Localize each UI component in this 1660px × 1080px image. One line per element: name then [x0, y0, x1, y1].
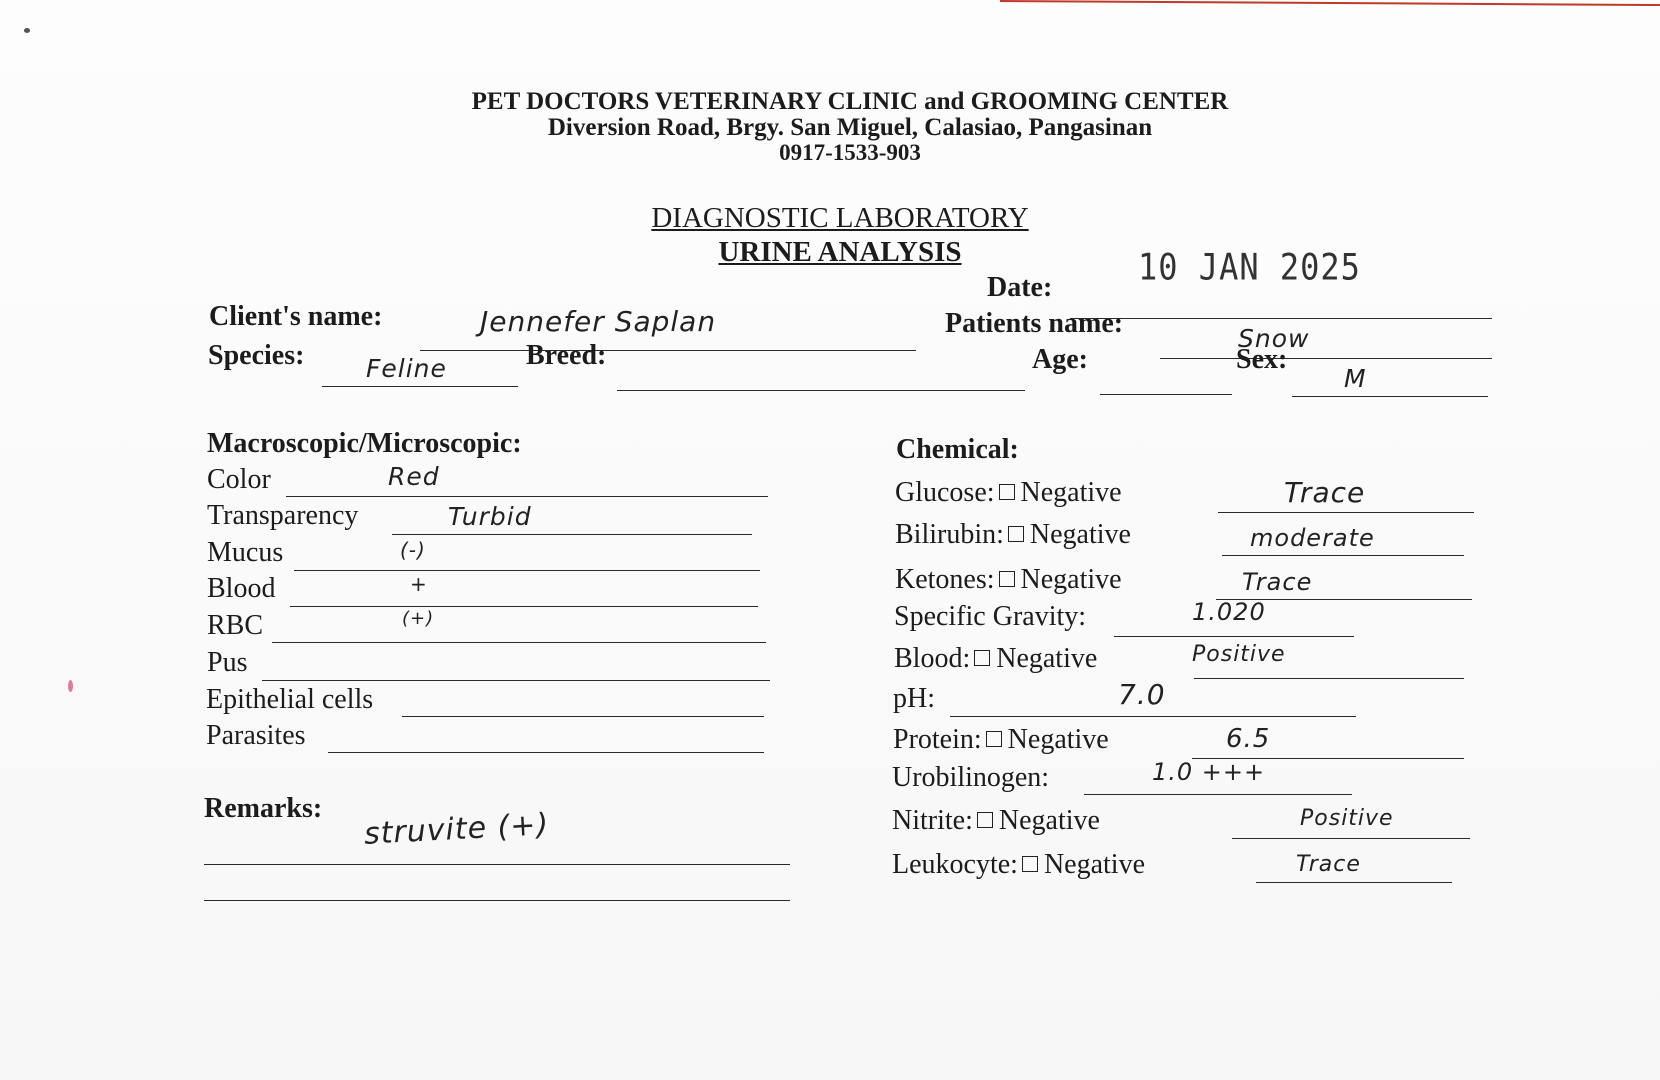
mucus-value: (-)	[400, 538, 426, 562]
specific-gravity-value: 1.020	[1192, 598, 1266, 626]
date-line	[1070, 318, 1492, 319]
leukocyte-value: Trace	[1296, 852, 1361, 877]
client-name-line	[420, 350, 916, 351]
blood-chem-value: Positive	[1192, 642, 1286, 667]
species-value: Feline	[366, 354, 447, 383]
transparency-value: Turbid	[448, 502, 532, 531]
patient-name-value: Snow	[1238, 324, 1310, 353]
ketones-negative-checkbox[interactable]	[999, 571, 1015, 587]
parasites-label: Parasites	[206, 720, 306, 751]
transparency-label: Transparency	[207, 500, 359, 531]
specific-gravity-label: Specific Gravity:	[894, 601, 1087, 632]
blood-line	[290, 606, 758, 607]
protein-value: 6.5	[1226, 724, 1271, 754]
glucose-negative-checkbox[interactable]	[999, 484, 1015, 500]
client-name-value: Jennefer Saplan	[480, 305, 717, 338]
bilirubin-value: moderate	[1250, 524, 1375, 552]
color-label: Color	[207, 464, 271, 495]
blood-label: Blood	[207, 573, 276, 604]
breed-line	[617, 390, 1025, 391]
species-line	[322, 386, 518, 387]
breed-label: Breed:	[526, 340, 607, 371]
patient-name-label: Patients name:	[945, 308, 1124, 339]
blood-negative-checkbox[interactable]	[974, 650, 990, 666]
remarks-line-1	[204, 864, 790, 865]
epithelial-line	[402, 716, 764, 717]
macroscopic-heading: Macroscopic/Microscopic:	[207, 428, 522, 459]
age-label: Age:	[1032, 344, 1088, 375]
epithelial-label: Epithelial cells	[206, 684, 374, 715]
clinic-name: PET DOCTORS VETERINARY CLINIC and GROOMING CENTER	[471, 88, 1229, 115]
mucus-label: Mucus	[207, 537, 284, 568]
age-line	[1100, 394, 1232, 395]
bilirubin-label: Bilirubin: Negative	[895, 519, 1131, 550]
nitrite-label: Nitrite: Negative	[892, 805, 1100, 836]
rbc-value: (+)	[402, 608, 435, 629]
chemical-heading: Chemical:	[896, 434, 1019, 465]
glucose-label: Glucose: Negative	[895, 477, 1122, 508]
red-paper-edge	[1000, 0, 1660, 12]
sex-value: M	[1344, 364, 1367, 393]
blood-value: +	[410, 572, 428, 596]
parasites-line	[328, 752, 764, 753]
specific-gravity-line	[1114, 636, 1354, 637]
protein-negative-checkbox[interactable]	[986, 731, 1002, 747]
ph-label: pH:	[893, 683, 935, 714]
nitrite-negative-checkbox[interactable]	[977, 812, 993, 828]
nitrite-line	[1232, 838, 1470, 839]
sex-label: Sex:	[1236, 344, 1288, 375]
color-line	[286, 496, 768, 497]
urobilinogen-label: Urobilinogen:	[892, 762, 1050, 793]
remarks-line-2	[204, 900, 790, 901]
leukocyte-label: Leukocyte: Negative	[892, 849, 1146, 880]
mucus-line	[294, 570, 760, 571]
remarks-label: Remarks:	[204, 793, 323, 824]
ketones-label: Ketones: Negative	[895, 564, 1122, 595]
clinic-phone: 0917-1533-903	[779, 140, 921, 165]
blood-chem-label: Blood: Negative	[894, 643, 1098, 674]
blood-chem-line	[1194, 678, 1464, 679]
form-title: DIAGNOSTIC LABORATORY	[651, 202, 1029, 234]
glucose-line	[1218, 512, 1474, 513]
nitrite-value: Positive	[1300, 806, 1394, 831]
client-name-label: Client's name:	[209, 301, 383, 332]
rbc-line	[272, 642, 766, 643]
urobilinogen-value: 1.0 +++	[1152, 758, 1266, 786]
urobilinogen-line	[1084, 794, 1352, 795]
date-label: Date:	[987, 272, 1053, 303]
glucose-value: Trace	[1284, 476, 1366, 509]
remarks-value: struvite (+)	[363, 807, 550, 852]
protein-label: Protein: Negative	[893, 724, 1109, 755]
patient-name-line	[1160, 358, 1492, 359]
leukocyte-line	[1256, 882, 1452, 883]
pus-label: Pus	[207, 647, 248, 678]
species-label: Species:	[208, 340, 305, 371]
pus-line	[262, 680, 770, 681]
ketones-value: Trace	[1242, 568, 1313, 596]
bilirubin-negative-checkbox[interactable]	[1008, 526, 1024, 542]
sex-line	[1292, 396, 1488, 397]
date-stamp: 10 JAN 2025	[1138, 245, 1361, 289]
ink-speck	[68, 680, 73, 692]
leukocyte-negative-checkbox[interactable]	[1022, 856, 1038, 872]
ink-speck	[24, 28, 30, 33]
clinic-address: Diversion Road, Brgy. San Miguel, Calasiao, Pangasinan	[547, 114, 1153, 141]
ph-value: 7.0	[1118, 678, 1166, 711]
rbc-label: RBC	[207, 610, 264, 641]
form-subtitle: URINE ANALYSIS	[718, 236, 962, 268]
bilirubin-line	[1222, 555, 1464, 556]
color-value: Red	[388, 462, 440, 491]
ph-line	[950, 716, 1356, 717]
transparency-line	[392, 534, 752, 535]
